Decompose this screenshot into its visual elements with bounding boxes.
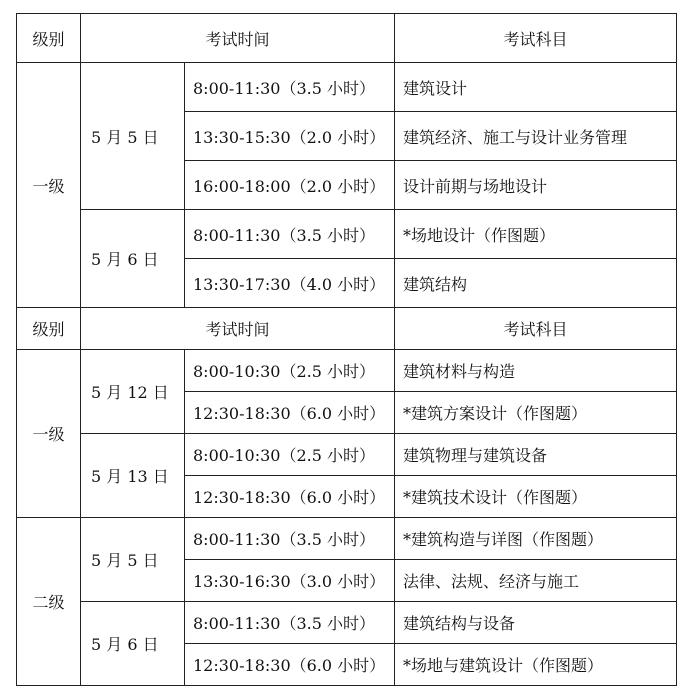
subject-cell: 设计前期与场地设计 [395, 161, 677, 210]
subject-cell: *建筑构造与详图（作图题） [395, 518, 677, 560]
subject-cell: 建筑材料与构造 [395, 350, 677, 392]
time-cell: 8:00-11:30（3.5 小时） [185, 602, 395, 644]
subject-cell: 建筑物理与建筑设备 [395, 434, 677, 476]
subject-cell: 建筑设计 [395, 63, 677, 112]
subject-cell: *建筑方案设计（作图题） [395, 392, 677, 434]
subject-cell: *建筑技术设计（作图题） [395, 476, 677, 518]
time-cell: 12:30-18:30（6.0 小时） [185, 644, 395, 686]
level-cell: 一级 [17, 350, 81, 518]
time-cell: 8:00-10:30（2.5 小时） [185, 350, 395, 392]
level-cell: 二级 [17, 518, 81, 686]
header-time: 考试时间 [81, 308, 395, 350]
time-cell: 13:30-16:30（3.0 小时） [185, 560, 395, 602]
table-header-row [17, 14, 677, 63]
exam-schedule-table [16, 13, 677, 686]
subject-cell: *场地与建筑设计（作图题） [395, 644, 677, 686]
subject-cell: 建筑经济、施工与设计业务管理 [395, 112, 677, 161]
subject-cell: 建筑结构 [395, 259, 677, 308]
date-cell: 5 月 6 日 [81, 210, 185, 308]
time-cell: 8:00-11:30（3.5 小时） [185, 210, 395, 259]
time-cell: 16:00-18:00（2.0 小时） [185, 161, 395, 210]
date-cell: 5 月 12 日 [81, 350, 185, 434]
header-subject: 考试科目 [395, 14, 677, 63]
table-row [17, 350, 677, 392]
header-subject: 考试科目 [395, 308, 677, 350]
table-row [17, 63, 677, 112]
table-header-row [17, 308, 677, 350]
time-cell: 12:30-18:30（6.0 小时） [185, 392, 395, 434]
time-cell: 12:30-18:30（6.0 小时） [185, 476, 395, 518]
time-cell: 8:00-10:30（2.5 小时） [185, 434, 395, 476]
table-row [17, 210, 677, 259]
date-cell: 5 月 6 日 [81, 602, 185, 686]
time-cell: 13:30-17:30（4.0 小时） [185, 259, 395, 308]
date-cell: 5 月 13 日 [81, 434, 185, 518]
header-level: 级别 [17, 308, 81, 350]
header-level: 级别 [17, 14, 81, 63]
exam-schedule [16, 13, 677, 686]
time-cell: 8:00-11:30（3.5 小时） [185, 63, 395, 112]
time-cell: 13:30-15:30（2.0 小时） [185, 112, 395, 161]
table-row [17, 434, 677, 476]
date-cell: 5 月 5 日 [81, 518, 185, 602]
header-time: 考试时间 [81, 14, 395, 63]
subject-cell: *场地设计（作图题） [395, 210, 677, 259]
date-cell: 5 月 5 日 [81, 63, 185, 210]
subject-cell: 建筑结构与设备 [395, 602, 677, 644]
table-row [17, 602, 677, 644]
time-cell: 8:00-11:30（3.5 小时） [185, 518, 395, 560]
table-row [17, 518, 677, 560]
subject-cell: 法律、法规、经济与施工 [395, 560, 677, 602]
level-cell: 一级 [17, 63, 81, 308]
